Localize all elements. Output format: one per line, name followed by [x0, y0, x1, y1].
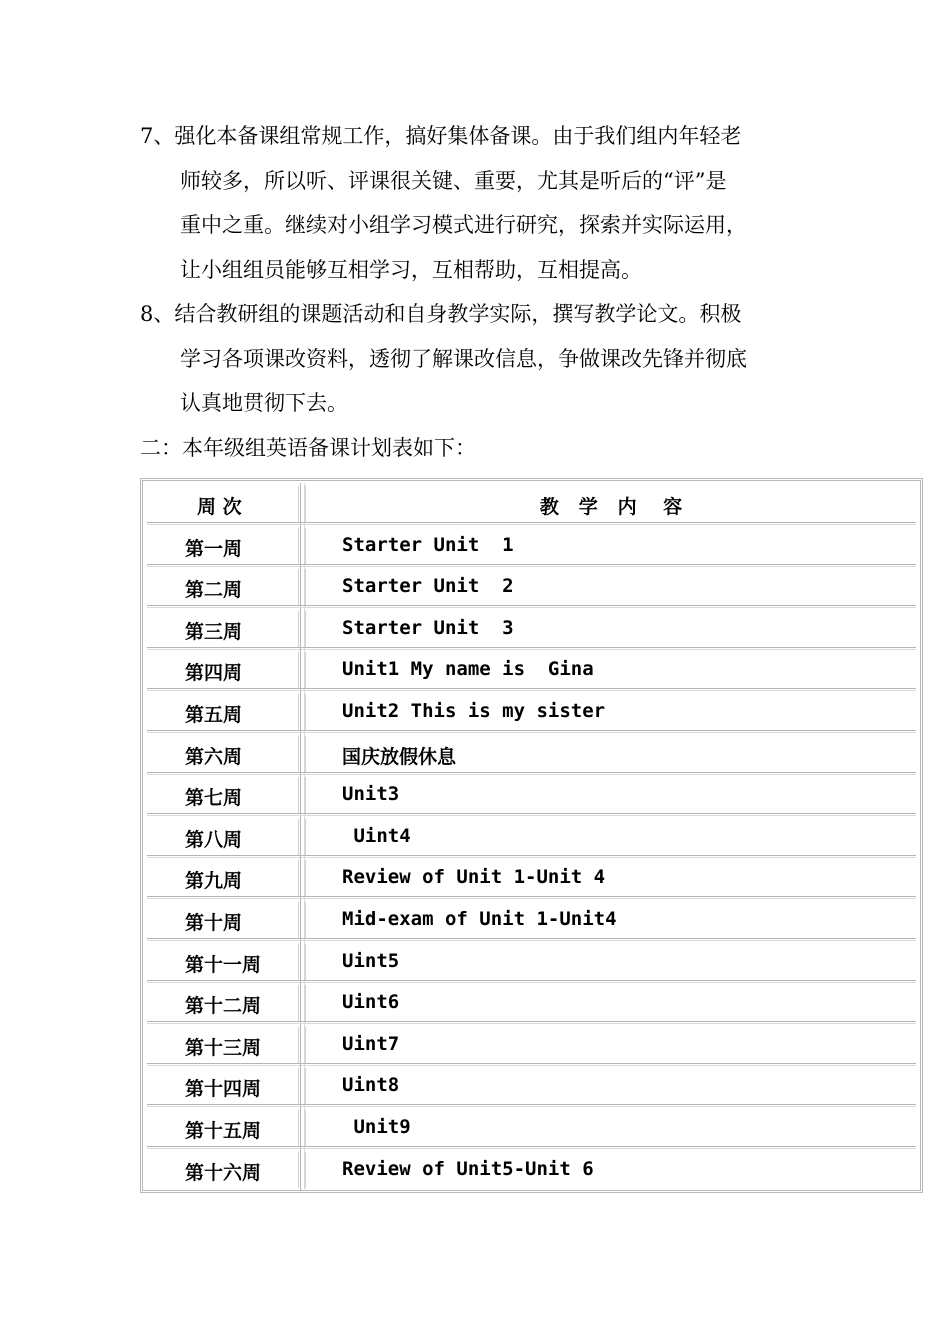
content-text: Uint6: [342, 991, 400, 1014]
content-text: Review of Unit 1-Unit 4: [342, 866, 606, 889]
content-cell: [305, 1152, 916, 1188]
paragraph-line: 学习各项课改资料，透彻了解课改信息，争做课改先锋并彻底: [180, 346, 747, 371]
week-label: 第一周: [185, 537, 243, 560]
table-row: [147, 816, 916, 858]
week-label: 第十一周: [185, 953, 262, 976]
content-cell: [305, 528, 916, 564]
content-cell: [305, 777, 916, 813]
week-cell: [147, 944, 299, 980]
content-cell: [305, 694, 916, 730]
week-cell: [147, 860, 299, 896]
content-text: Starter Unit 2: [342, 575, 514, 598]
week-cell: [147, 777, 299, 813]
table-row: [147, 1065, 916, 1107]
header-content-label: 教 学 内 容: [539, 496, 683, 518]
paragraph-line: 认真地贯彻下去。: [180, 391, 348, 415]
content-text: 国庆放假休息: [342, 745, 457, 768]
content-text: Uint4: [342, 824, 411, 847]
lesson-plan-table: [140, 478, 923, 1193]
table-row: [147, 899, 916, 941]
table-row: [147, 608, 916, 650]
week-label: 第五周: [185, 704, 243, 726]
paragraph-line: 让小组组员能够互相学习，互相帮助，互相提高。: [180, 257, 642, 282]
week-label: 第十三周: [185, 1036, 262, 1059]
content-text: Mid-exam of Unit 1-Unit4: [342, 908, 617, 930]
table-row: [147, 691, 916, 733]
content-text: Uint5: [342, 949, 400, 972]
content-text: Starter Unit 1: [342, 533, 514, 556]
header-cell-week: [147, 486, 299, 522]
table-row: [147, 1107, 916, 1149]
paragraph-line: 7、强化本备课组常规工作，搞好集体备课。由于我们组内年轻老: [140, 124, 742, 148]
content-text: Starter Unit 3: [342, 616, 514, 639]
content-cell: [305, 652, 916, 688]
week-label: 第十周: [185, 912, 243, 934]
table-row: [147, 941, 916, 983]
week-label: 第八周: [185, 828, 243, 851]
paragraph-line: 师较多，所以听、评课很关键、重要，尤其是听后的“评”是: [180, 168, 727, 193]
header-week-label: 周 次: [197, 496, 242, 518]
week-label: 第十六周: [185, 1161, 262, 1184]
content-cell: [305, 736, 916, 772]
week-cell: [147, 819, 299, 855]
content-text: Review of Unit5-Unit 6: [342, 1157, 594, 1180]
section-heading: 二：本年级组英语备课计划表如下：: [140, 436, 476, 460]
week-cell: [147, 528, 299, 564]
table-row: [147, 857, 916, 899]
table-row: [147, 1024, 916, 1066]
content-text: Unit3: [342, 783, 400, 806]
content-cell: [305, 944, 916, 980]
week-label: 第二周: [185, 579, 243, 602]
week-label: 第六周: [185, 745, 243, 768]
week-label: 第九周: [185, 870, 243, 893]
paragraph-line: 8、结合教研组的课题活动和自身教学实际，撰写教学论文。积极: [140, 302, 742, 326]
week-cell: [147, 985, 299, 1021]
week-label: 第十二周: [185, 995, 262, 1018]
week-label: 第十五周: [185, 1120, 262, 1142]
week-cell: [147, 694, 299, 730]
content-text: Unit9: [342, 1116, 411, 1138]
paragraph-8: [140, 292, 820, 426]
content-text: Unit1 My name is Gina: [342, 658, 594, 681]
week-cell: [147, 569, 299, 605]
content-cell: [305, 819, 916, 855]
header-cell-content: [305, 486, 916, 522]
week-label: 第三周: [185, 620, 243, 643]
table-row: [147, 733, 916, 775]
week-cell: [147, 652, 299, 688]
table-row: [147, 774, 916, 816]
content-cell: [305, 1068, 916, 1104]
content-cell: [305, 860, 916, 896]
content-cell: [305, 611, 916, 647]
content-cell: [305, 1110, 916, 1146]
week-cell: [147, 1110, 299, 1146]
table-row: [147, 982, 916, 1024]
week-cell: [147, 611, 299, 647]
week-cell: [147, 736, 299, 772]
content-text: Uint8: [342, 1074, 400, 1097]
content-cell: [305, 902, 916, 938]
content-cell: [305, 985, 916, 1021]
content-text: Uint7: [342, 1032, 400, 1055]
week-cell: [147, 1152, 299, 1188]
week-cell: [147, 1027, 299, 1063]
week-cell: [147, 902, 299, 938]
content-cell: [305, 1027, 916, 1063]
content-cell: [305, 569, 916, 605]
paragraph-7: [140, 114, 820, 292]
content-text: Unit2 This is my sister: [342, 700, 606, 722]
week-label: 第四周: [185, 662, 243, 685]
table-row: [147, 1149, 916, 1191]
week-label: 第十四周: [185, 1078, 262, 1101]
paragraph-line: 重中之重。继续对小组学习模式进行研究，探索并实际运用，: [180, 213, 747, 237]
table-row: [147, 566, 916, 608]
week-label: 第七周: [185, 787, 243, 810]
table-header-row: [147, 483, 916, 525]
week-cell: [147, 1068, 299, 1104]
table-row: [147, 525, 916, 567]
table-row: [147, 649, 916, 691]
